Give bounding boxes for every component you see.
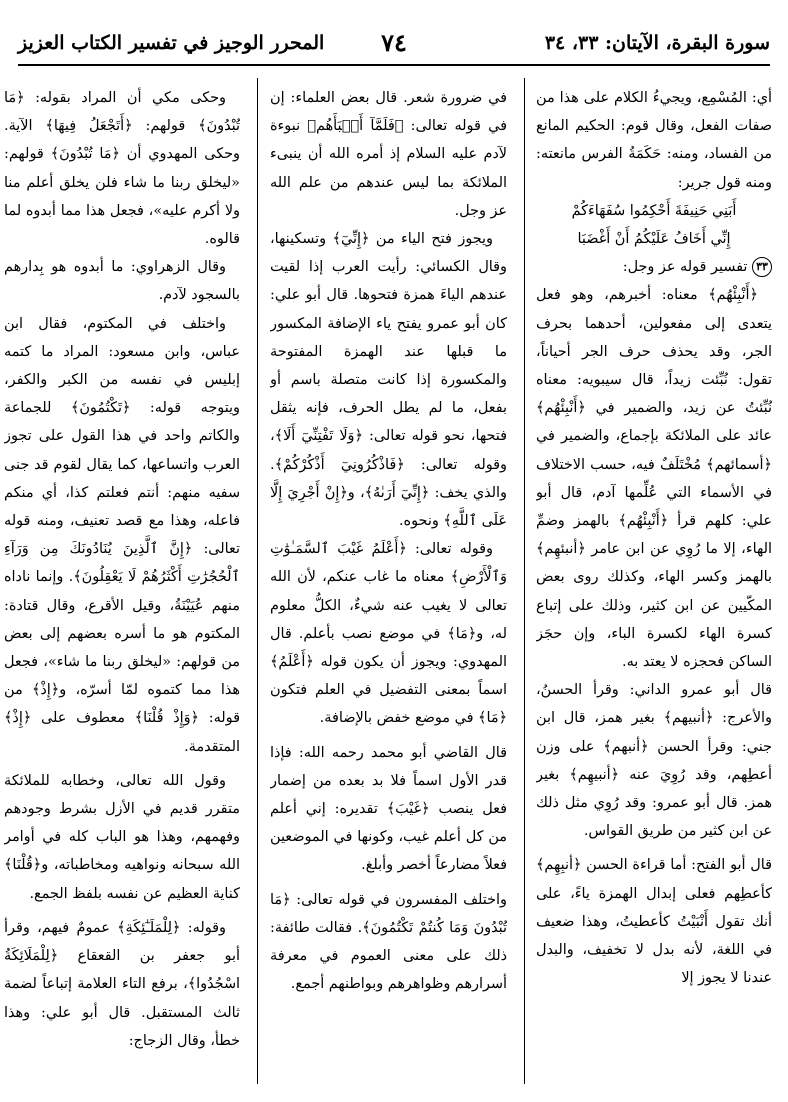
page-header — [18, 28, 770, 68]
column-middle — [270, 84, 507, 1092]
paragraph: في ضرورة شعر. قال بعض العلماء: إن في قوله تعالى: ﴿فَلَمَّآ أَنۢبَأَهُم﴾ نبوءة لآدم عليه السلام إذ أمره الله أن ينبىء الملائكة بما ليس عندهم من علم الله عز وجل. — [270, 90, 507, 219]
column-divider-left — [257, 78, 258, 1084]
page-number: ٧٤ — [381, 28, 407, 57]
paragraph: وقول الله تعالى، وخطابه للملائكة متقرر قديم في الأزل بشرط وجودهم وفهمهم، وهذا هو الباب كله في أوامر الله سبحانه ونواهيه ومخاطباته، و﴿قُلْنَا﴾ كناية العظيم عن نفسه بلفظ الجمع. — [4, 772, 240, 902]
paragraph: أي: المُسْمِع، ويجيءُ الكلام على هذا من صفات الفعل، وقال قوم: الحكيم المانع من الفساد، ومنه: حَكَمَةُ الفرس مانعته: ومنه قول جرير: — [536, 90, 772, 191]
ayah-number-marker: ٣٣ — [752, 257, 772, 277]
paragraph: وقوله: ﴿لِلْمَلَـٰٓئِكَةِ﴾ عمومٌ فيهم، وقرأ أبو جعفر بن القعقاع ﴿لِلْمَلَائِكَةُ اسْجُدُوا﴾، برفع التاء العلامة إتباعاً لضمة ثالث المستقبل. قال أبو علي: وهذا خطأ، وقال الزجاج: — [4, 919, 240, 1049]
section-heading-text: تفسير قوله عز وجل: — [622, 259, 748, 276]
paragraph: واختلف المفسرون في قوله تعالى: ﴿مَا تُبْدُونَ وَمَا كُنتُمْ تَكْتُمُونَ﴾. فقالت طائفة: ذلك على معنى العموم في معرفة أسرارهم وظواهرهم وبواطنهم أجمع. — [270, 891, 507, 993]
paragraph: قال القاضي أبو محمد رحمه الله: فإذا قدر الأول اسماً فلا بد بعده من إضمار فعل ينصب ﴿غَيْبَ﴾ تقديره: إني أعلم من كل أعلم غيب، وكونها في الموضعين فعلاً مضارعاً أخصر وأبلغ. — [270, 744, 507, 874]
poem-verse-line: أَبَنِي حَنِيفَةَ أَحْكِمُوا سُفَهَاءَكُمْ — [571, 202, 737, 219]
column-right — [536, 84, 772, 1092]
surah-heading: سورة البقرة، الآيتان: ٣٣، ٣٤ — [544, 32, 770, 54]
paragraph: وقوله تعالى: ﴿أَعْلَمُ غَيْبَ ٱلسَّمَـٰوَٰتِ وَٱلْأَرْضِ﴾ معناه ما غاب عنكم، لأن الله تعالى لا يغيب عنه شيءٌ، الكلُّ معلوم له، و﴿مَا﴾ في موضع نصب بأعلم. قال المهدوي: ويجوز أن يكون قوله ﴿أَعْلَمُ﴾ اسماً بمعنى التفضيل في العلم فتكون ﴿مَا﴾ في موضع خفض بالإضافة. — [270, 541, 507, 727]
paragraph: وحكى مكي أن المراد بقوله: ﴿مَا تُبْدُونَ﴾ قولهم: ﴿أَتَجْعَلُ فِيهَا﴾ الآية. وحكى المهدوي أن ﴿مَا تُبْدُونَ﴾ قولهم: «ليخلق ربنا ما شاء فلن يخلق أعلم منا ولا أكرم عليه»، فجعل هذا مما أبدوه لما قالوه. — [4, 90, 240, 248]
book-title: المحرر الوجيز في تفسير الكتاب العزيز — [18, 32, 325, 54]
paragraph: ويجوز فتح الياء من ﴿إِنِّيٓ﴾ وتسكينها، وقال الكسائي: رأيت العرب إذا لقيت عندهم الياءَ همزة فتحوها. قال أبو علي: كان أبو عمرو يفتح ياء الإضافة المكسور ما قبلها عند الهمزة المفتوحة والمكسورة إذا كانت متصلة باسم أو بفعل، ما لم يطل الحرف، فإنه يثقل فتحها، نحو قوله تعالى: ﴿وَلَا تَفْتِنِّيٓ أَلَا﴾، وقوله تعالى: ﴿فَاذْكُرُونِيٓ أَذْكُرْكُمْ﴾. والذي يخف: ﴿إِنِّيٓ أَرَىٰهُ﴾، و﴿إِنْ أَجْرِيَ إِلَّا عَلَى ٱللَّهِ﴾ ونحوه. — [270, 231, 507, 530]
paragraph: قال أبو عمرو الداني: وقرأ الحسنُ، والأعرج: ﴿أنبيهم﴾ بغير همز، قال ابن جني: وقرأ الحسن ﴿أنبهم﴾ على وزن أعطِهم، وقد رُوِيَ عنه ﴿أنبيهِم﴾ بغير همز. قال أبو عمرو: وقد رُوِي مثل ذلك عن ابن كثير من طريق القواس. — [536, 682, 772, 840]
paragraph: ﴿أَنْبِئْهُم﴾ معناه: أخبرهم، وهو فعل يتعدى إلى مفعولين، أحدهما بحرف الجر، وقد يحذف حرف الجر أحياناً، تقول: نُبِّئت زيداً، قال سيبويه: معناه نُبِّئتُ عن زيد، والضمير في ﴿أَنْبِئْهُم﴾ عائد على الملائكة بإجماع، والضمير في ﴿أسمائهم﴾ مُخْتَلَفٌ فيه، حسب الاختلاف في الأسماء التي عُلِّمها آدم، قال أبو علي: كلهم قرأ ﴿أَنْبِئْهُم﴾ بالهمز وضمِّ الهاء، إلا ما رُوِي عن ابن عامر ﴿أنبئهِم﴾ بالهمز وكسر الهاء، وكذلك روى بعض المكّيين عن ابن كثير، وذلك على إتباع كسرة الهاء لكسرة الباء، وإن حجَز الساكن فحجزه لا يعتد به. — [536, 287, 772, 671]
column-left — [4, 84, 240, 1092]
column-divider-right — [524, 78, 525, 1084]
paragraph: وقال الزهراوي: ما أبدوه هو بِدارهم بالسجود لآدم. — [4, 259, 240, 304]
paragraph: واختلف في المكتوم، فقال ابن عباس، وابن مسعود: المراد ما كتمه إبليس في نفسه من الكبر والكفر، ويتوجه قوله: ﴿تَكْتُمُونَ﴾ للجماعة والكاتم واحد في هذا القول على تجوز العرب واتساعها، كما يقال لقوم قد جنى سفيه منهم: أنتم فعلتم كذا، أي منكم فاعله، وهذا مع قصد تعنيف، ومنه قوله تعالى: ﴿إِنَّ ٱلَّذِينَ يُنَادُونَكَ مِن وَرَآءِ ٱلْحُجُرَٰتِ أَكْثَرُهُمْ لَا يَعْقِلُونَ﴾. وإنما ناداه منهم عُيَيْنَةُ، وقيل الأقرع، وقال قتادة: المكتوم هو ما أسره بعضهم إلى بعض من قولهم: «ليخلق ربنا ما شاء»، فجعل هذا مما كتموه لمّا أسرّه، و﴿إِذْ﴾ من قوله: ﴿وَإِذْ قُلْنَا﴾ معطوف على ﴿إِذْ﴾ المتقدمة. — [4, 315, 240, 755]
paragraph: قال أبو الفتح: أما قراءة الحسن ﴿أنبِهِم﴾ كأعطِهم فعلى إبدال الهمزة ياءً، على أنك تقول أَنْبَيْتُ كأعطيتُ، وهذا ضعيف في اللغة، لأنه بدل لا تخفيف، والبدل عندنا لا يجوز إلا — [536, 857, 772, 987]
section-heading — [536, 253, 772, 281]
poem-verse-line: إِنِّي أَخَافُ عَلَيْكُمُ أَنْ أَغْضَبَا — [577, 231, 731, 248]
header-divider — [18, 64, 770, 66]
